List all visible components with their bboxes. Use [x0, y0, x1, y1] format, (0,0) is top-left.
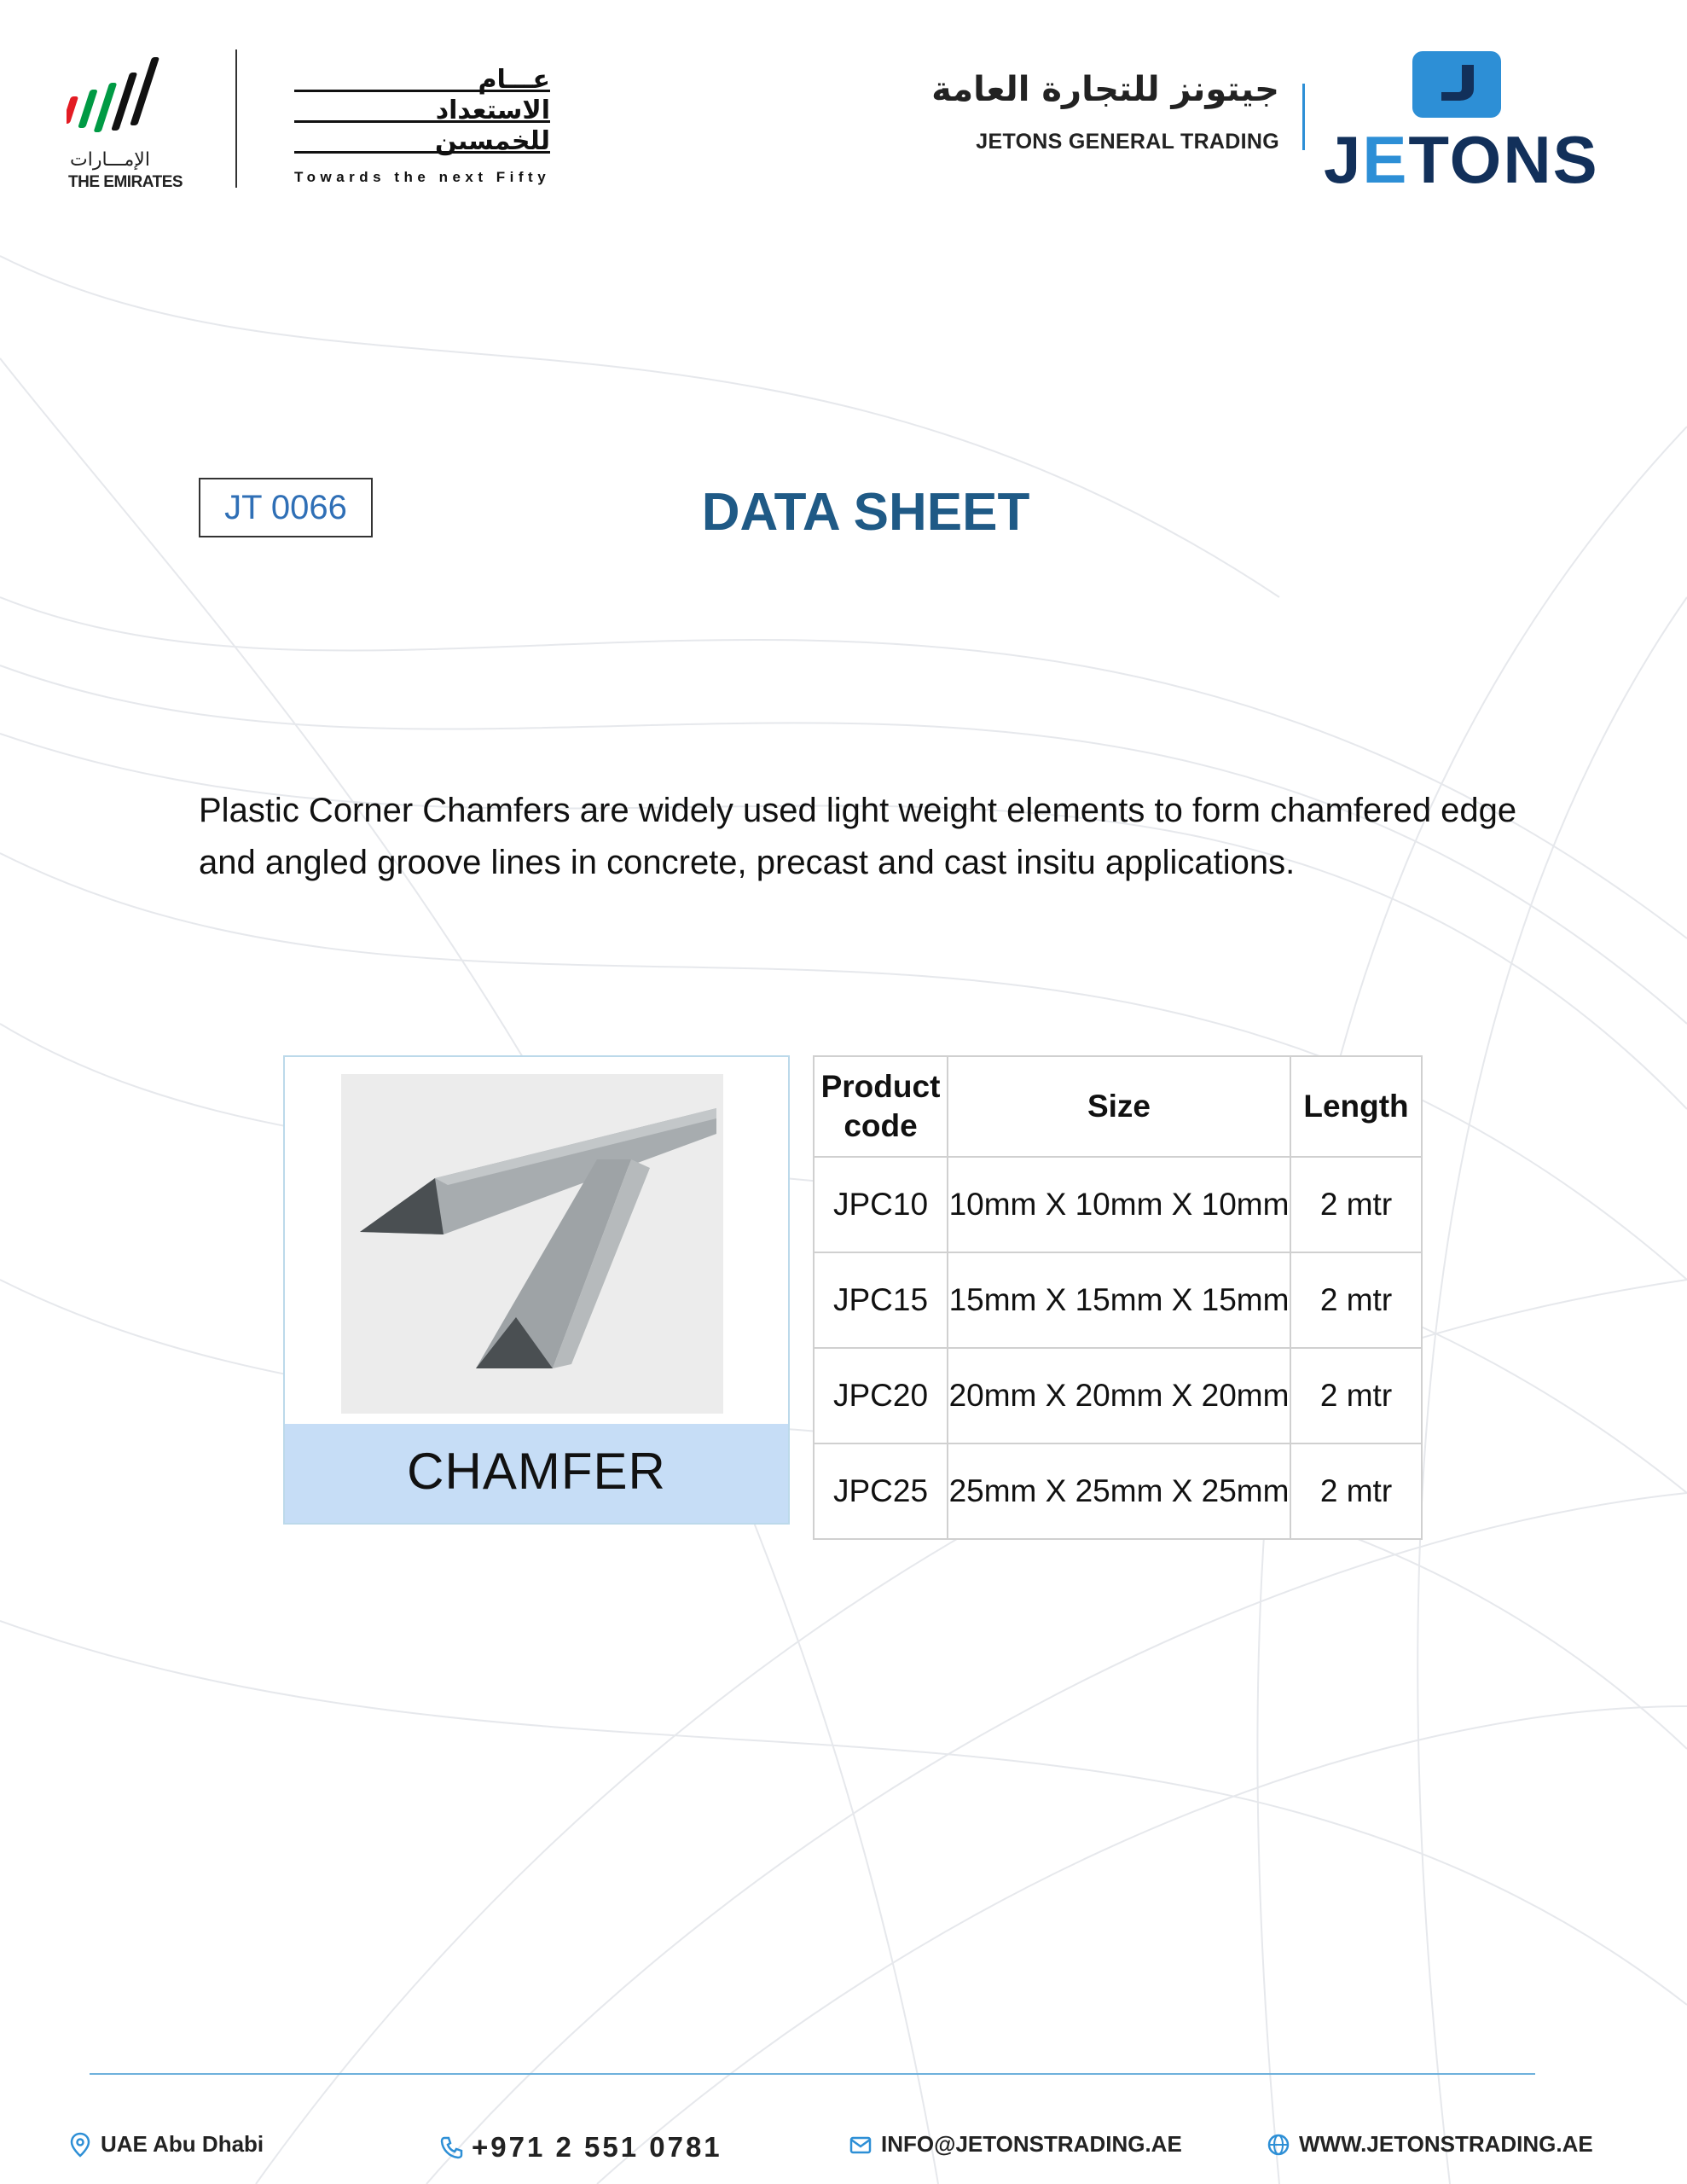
- header-length: Length: [1290, 1056, 1422, 1157]
- footer-email-text[interactable]: INFO@JETONSTRADING.AE: [881, 2131, 1182, 2157]
- emirates-stripes-icon: [67, 47, 186, 149]
- globe-icon: [1267, 2132, 1290, 2158]
- cell-size: 20mm X 20mm X 20mm: [948, 1348, 1290, 1443]
- cell-length: 2 mtr: [1290, 1443, 1422, 1539]
- footer-divider: [90, 2073, 1535, 2075]
- header-divider: [235, 49, 237, 188]
- cell-size: 25mm X 25mm X 25mm: [948, 1443, 1290, 1539]
- footer-phone[interactable]: [439, 2131, 722, 2164]
- table-row: [814, 1252, 1422, 1348]
- header-product-code: [814, 1056, 948, 1157]
- emirates-logo: [67, 47, 186, 196]
- chamfer-profile-image: [341, 1074, 723, 1414]
- footer-website[interactable]: [1267, 2131, 1593, 2158]
- cell-code: JPC20: [814, 1348, 948, 1443]
- footer-website-text[interactable]: WWW.JETONSTRADING.AE: [1299, 2131, 1593, 2157]
- table-header-row: [814, 1056, 1422, 1157]
- phone-icon: [439, 2135, 463, 2160]
- year-logo-line-3: للخمسين: [434, 126, 550, 156]
- cell-length: 2 mtr: [1290, 1348, 1422, 1443]
- spec-table: [813, 1055, 1423, 1540]
- company-logo-divider: [1302, 84, 1305, 150]
- cell-length: 2 mtr: [1290, 1157, 1422, 1252]
- wordmark-part-tons: TONS: [1408, 122, 1599, 197]
- company-arabic-name: جيتونز للتجارة العامة: [931, 70, 1279, 109]
- header-size: Size: [948, 1056, 1290, 1157]
- cell-code: JPC25: [814, 1443, 948, 1539]
- wordmark-part-e: E: [1362, 122, 1409, 197]
- footer-email[interactable]: [849, 2131, 1182, 2158]
- product-image-card: [283, 1055, 790, 1525]
- location-pin-icon: [68, 2132, 92, 2158]
- footer-location: [68, 2131, 264, 2158]
- table-row: [814, 1443, 1422, 1539]
- product-description: Plastic Corner Chamfers are widely used light weight elements to form chamfered edge and angled groove lines in concrete, precast and cast insitu applications.: [199, 792, 1517, 881]
- cell-code: JPC15: [814, 1252, 948, 1348]
- company-english-name: JETONS GENERAL TRADING: [976, 130, 1279, 154]
- cell-size: 15mm X 15mm X 15mm: [948, 1252, 1290, 1348]
- wordmark-part-j: J: [1324, 122, 1363, 197]
- header-code-line-2: code: [844, 1108, 918, 1143]
- document-code-box: JT 0066: [199, 478, 373, 537]
- year-logo-line-2: الاستعداد: [435, 96, 550, 125]
- table-row: [814, 1157, 1422, 1252]
- cell-code: JPC10: [814, 1157, 948, 1252]
- table-row: [814, 1348, 1422, 1443]
- year-logo-tagline: Towards the next Fifty: [294, 169, 551, 185]
- product-label: CHAMFER: [285, 1424, 788, 1523]
- jetons-wordmark: [1324, 122, 1599, 197]
- year-logo-line-1: عـــام: [478, 65, 550, 95]
- emirates-arabic-text: الإمـــارات: [70, 149, 150, 171]
- emirates-english-text: THE EMIRATES: [68, 173, 183, 191]
- footer-location-text: UAE Abu Dhabi: [101, 2131, 264, 2157]
- page-title: DATA SHEET: [701, 483, 1030, 542]
- email-icon: [849, 2132, 872, 2158]
- cell-length: 2 mtr: [1290, 1252, 1422, 1348]
- footer-phone-text[interactable]: +971 2 551 0781: [472, 2131, 722, 2163]
- jetons-j-mark-icon: [1412, 51, 1501, 118]
- cell-size: 10mm X 10mm X 10mm: [948, 1157, 1290, 1252]
- header-code-line-1: Product: [820, 1069, 941, 1104]
- year-of-fifty-logo: [294, 65, 551, 196]
